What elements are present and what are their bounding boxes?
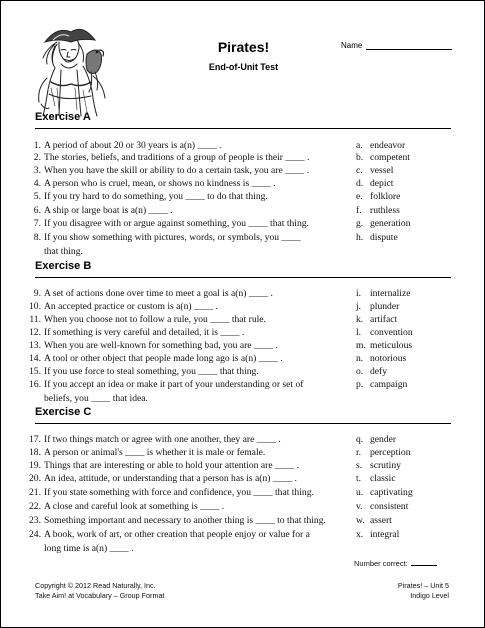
exercise-a-heading: Exercise A: [35, 111, 91, 123]
worksheet-page: Pirates! End-of-Unit Test Name Exercise A 1. A period of about 20 or 30 years is a(n) ____ . 2. The stories, beliefs, and traditions of a group of people is their ____ . 3. When you have the skill or ability to do a certain task, you are ____ . 4. A person who is cruel, mean, or shows no kindness is ____ . 5. If you try hard to do something, you ____ to do that thing. 6. A ship or large boat is a(n) ____ . 7. If you disagree with or argue against something, you ____ that thing. 8. If you show something with pictures, words, or symbols, you ____ that thing. a. endeavor b. competent c. vessel d. depict e. folklore f. ruthless g. generation h. dispute Exercise B 9. A set of actions done over time to meet a goal is a(n) ____ . 10. An accepted practice or custom is a(n) ____ . 11. When you choose not to follow a rule, you ____ that rule. 12. If something is very careful and detailed, it is ____ . 13. When you are well-known for something bad, you are ____ . 14. A tool or other object that people made long ago is a(n) ____ . 15. If you use force to steal something, you ____ that thing. 16. If you accept an idea or make it part of your understanding or set of beliefs, you ____ that idea. i. internalize j. plunder k. artifact l. convention m. meticulous n. notorious o. defy p. campaign Exercise C 17. If two things match or agree with one another, they are ____ . 18. A person or animal's ____ is whether it is male or female. 19. Things that are interesting or able to hold your attention are ____ . 20. An idea, attitude, or understanding that a person has is a(n) ____ . 21. If you state something with force and confidence, you ____ that thing. 22. A close and careful look at something is ____ . 23. Something important and necessary to another thing is ____ to that thing. 24. A book, work of art, or other creation that people enjoy or value for a long time is a(n) ____ . q. gender r. perception s. scrutiny t. classic u. captivating v. consistent w. assert x. integral Number correct: Copyright © 2012 Read Naturally, Inc. Take Aim! at Vocabulary – Group Format Pirates! – Unit 5 Indigo Level: [0, 0, 485, 628]
exercise-b-heading: Exercise B: [35, 260, 92, 272]
footer-copyright: Copyright © 2012 Read Naturally, Inc.: [35, 581, 156, 590]
number-correct: [354, 558, 437, 569]
exercise-c-rule: [35, 423, 451, 424]
exercise-c-heading: Exercise C: [35, 406, 92, 418]
page-title: Pirates!: [217, 39, 270, 55]
page-subtitle: End-of-Unit Test: [208, 62, 279, 72]
number-correct-label: Number correct:: [354, 559, 408, 568]
footer-program: Take Aim! at Vocabulary – Group Format: [35, 591, 165, 600]
exercise-b-rule: [35, 277, 451, 278]
name-blank-line[interactable]: [366, 41, 452, 50]
footer-level: Indigo Level: [410, 591, 449, 600]
name-label: Name: [341, 41, 363, 50]
name-field[interactable]: [341, 41, 452, 50]
exercise-a-rule: [35, 128, 451, 129]
number-correct-blank[interactable]: [411, 558, 437, 566]
footer-unit: Pirates! – Unit 5: [397, 581, 449, 590]
